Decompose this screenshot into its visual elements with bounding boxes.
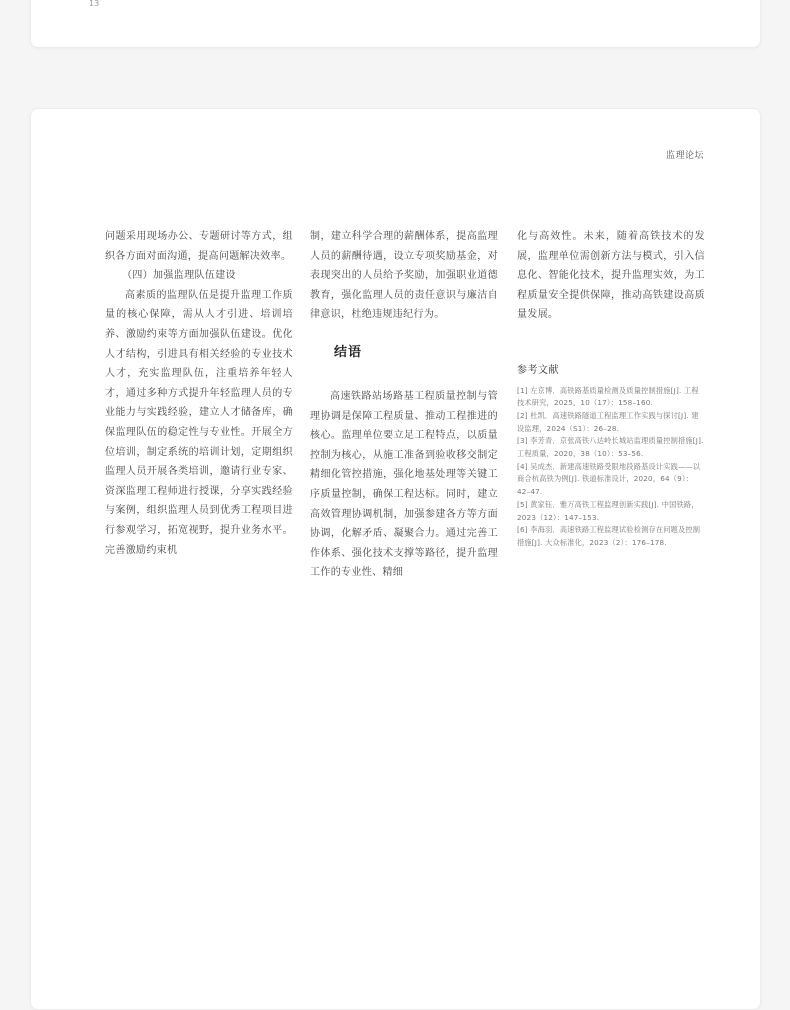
previous-page-card [30, 0, 761, 48]
subheading: （四）加强监理队伍建设 [122, 270, 236, 282]
reference-item: [6] 李海羽．高速铁路工程监理试验检测存在问题及控制措施[J]. 大众标准化，2023（2）：176–178. [517, 525, 701, 547]
reference-item: [2] 杜凯．高速铁路隧道工程监理工作实践与探讨[J]. 建设监理，2024（S1）：26–28. [517, 410, 699, 433]
text-column-3 [517, 227, 705, 550]
reference-item: [4] 吴成杰．新建高速铁路受限地段路基设计实践——以商合杭高铁为例[J]. 铁道标准设计，2020，64（9）：42–47. [517, 461, 701, 497]
section-heading: 结语 [334, 344, 363, 360]
text-column-2 [310, 227, 498, 583]
references-title: 参考文献 [517, 364, 559, 376]
paragraph: 化与高效性。未来，随着高铁技术的发展，监理单位需创新方法与模式，引入信息化、智能化技术，提升监理实效，为工程质量安全提供保障，推动高铁建设高质量发展。 [517, 231, 705, 321]
references-list [517, 385, 705, 550]
paragraph: 制，建立科学合理的薪酬体系，提高监理人员的薪酬待遇，设立专项奖励基金，对表现突出的人员给予奖励，加强职业道德教育，强化监理人员的责任意识与廉洁自律意识，杜绝违规违纪行为。 [310, 231, 498, 321]
paragraph: 问题采用现场办公、专题研讨等方式，组织各方面对面沟通，提高问题解决效率。 [105, 231, 293, 262]
reference-item: [1] 左京博．高铁路基质量检测及质量控制措施[J]. 工程技术研究，2025，10（17）：158–160. [517, 385, 699, 408]
paragraph: 高速铁路站场路基工程质量控制与管理协调是保障工程质量、推动工程推进的核心。监理单位要立足工程特点，以质量控制为核心，从施工准备到验收移交制定精细化管控措施，强化地基处理等关键工序质量控制，确保工程达标。同时，建立高效管理协调机制，加强参建各方等方面协调，化解矛盾、凝聚合力。通过完善工作体系、强化技术支撑等路径，提升监理工作的专业性、精细 [310, 390, 498, 579]
text-column-1 [105, 227, 293, 560]
section-header: 监理论坛 [665, 151, 704, 161]
article-page [30, 108, 761, 1010]
reference-item: [5] 黄家钰．雅万高铁工程监理创新实践[J]. 中国铁路，2023（12）：147–153. [517, 499, 699, 522]
reference-item: [3] 李芳青．京张高铁八达岭长城站监理质量控制措施[J]. 工程质量，2020，38（10）：53–56. [517, 436, 704, 459]
page-number-mark: 13 [89, 0, 100, 8]
paragraph: 高素质的监理队伍是提升监理工作质量的核心保障，需从人才引进、培训培养、激励约束等方面加强队伍建设。优化人才结构，引进具有相关经验的专业技术人才，充实监理队伍，注重培养年轻人才，通过多种方式提升年轻监理人员的专业能力与实践经验，建立人才储备库，确保监理队伍的稳定性与专业性。开展全方位培训，制定系统的培训计划，定期组织监理人员开展各类培训，邀请行业专家、资深监理工程师进行授课，分享实践经验与案例，组织监理人员到优秀工程项目进行参观学习，拓宽视野，提升业务水平。完善激励约束机 [105, 289, 293, 556]
